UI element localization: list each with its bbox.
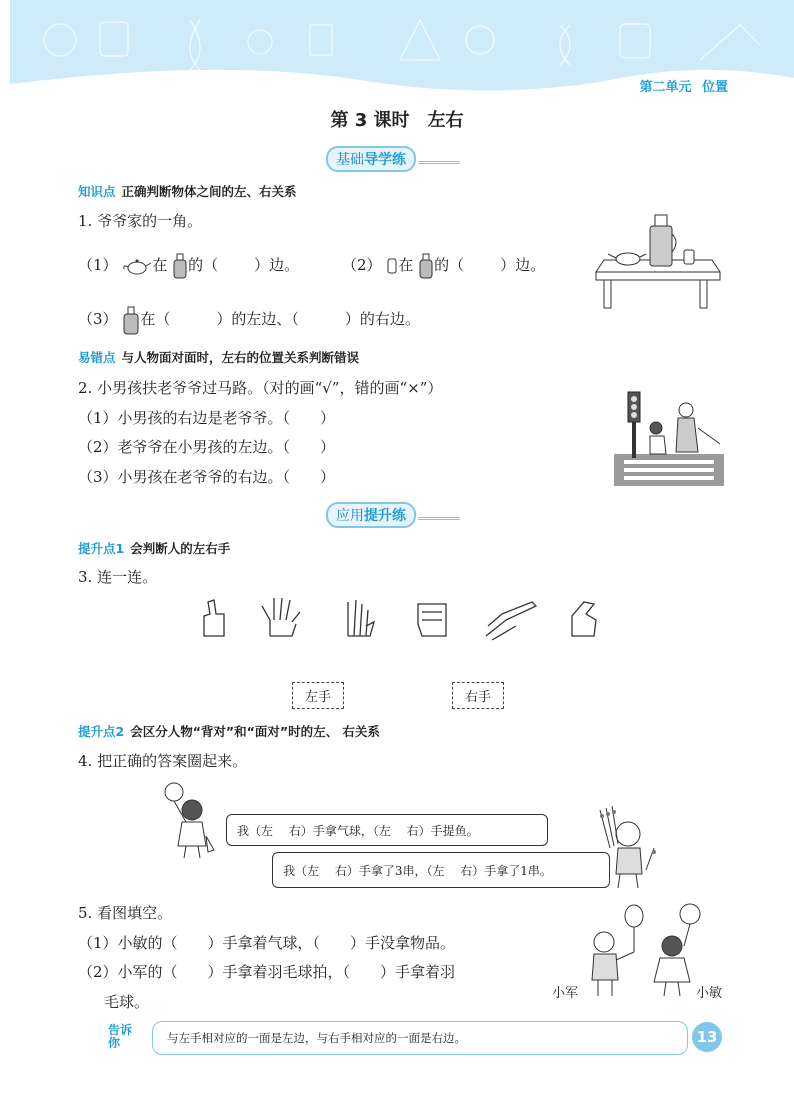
improve-tag-2-text: 会区分人物“背对”和“面对”时的左、 右关系	[130, 724, 380, 739]
table-illustration	[592, 212, 724, 312]
cup-icon	[386, 257, 398, 275]
thermos-icon	[172, 253, 188, 279]
mistake-tag-label: 易错点	[78, 350, 116, 365]
improve-tag-2-label: 提升点2	[78, 724, 125, 739]
section-basic-light: 基础	[336, 152, 364, 168]
girl-name-label: 小敏	[696, 986, 723, 1001]
improve-tag-1-text: 会判断人的左右手	[130, 541, 231, 556]
page-number: 13	[692, 1022, 722, 1052]
q5-stem: 5. 看图填空。	[78, 904, 173, 922]
boy-skewers-illustration	[594, 804, 664, 890]
hands-row	[196, 596, 606, 642]
fist-hand-icon	[418, 604, 446, 636]
tell-char-1: 告	[108, 1023, 121, 1037]
right-hand-box: 右手	[452, 682, 504, 709]
thumbs-up-hand-icon	[204, 600, 224, 636]
thermos-icon	[418, 253, 434, 279]
thermos-icon	[122, 305, 140, 335]
unit-topic: 位置	[701, 80, 728, 95]
unit-number: 第二单元	[639, 80, 692, 95]
improve-tag-1-label: 提升点1	[78, 541, 125, 556]
pinch-hand-icon	[572, 602, 596, 636]
q5-item-3: 毛球。	[104, 993, 150, 1011]
section-apply-light: 应用	[336, 508, 364, 524]
q4-stem: 4. 把正确的答案圈起来。	[78, 752, 248, 770]
q5-item-1: （1）小敏的（ ）手拿着气球，（ ）手没拿物品。	[78, 934, 456, 952]
q5-item-2: （2）小军的（ ）手拿着羽毛球拍，（ ）手拿着羽	[78, 963, 456, 981]
section-basic	[326, 146, 460, 172]
mistake-tag-text: 与人物面对面时，左右的位置关系判断错误	[121, 350, 360, 365]
q3-stem: 3. 连一连。	[78, 568, 158, 586]
section-apply-bold: 提升练	[364, 508, 406, 524]
improve-tag-2	[78, 722, 380, 740]
q1-part3: （3） 在（ ）的左边、（ ）的右边。	[78, 305, 420, 335]
left-hand-box: 左手	[292, 682, 344, 709]
knowledge-tag	[78, 182, 297, 200]
q1-stem: 1. 爷爷家的一角。	[78, 212, 203, 230]
section-apply	[326, 502, 460, 528]
teapot-icon	[122, 257, 152, 275]
crosswalk-illustration	[614, 388, 724, 486]
tell-char-2: 诉	[120, 1023, 133, 1037]
speech-bubble-2: 我（左 右）手拿了3串，（左 右）手拿了1串。	[272, 852, 610, 888]
lesson-title: 第 3 课时 左右	[330, 110, 464, 131]
improve-tag-1	[78, 539, 230, 557]
flat-hand-icon	[348, 600, 374, 636]
tell-char-3: 你	[108, 1036, 121, 1050]
knowledge-tag-text: 正确判断物体之间的左、右关系	[121, 184, 297, 199]
q2-item-1: （1）小男孩的右边是老爷爷。（ ）	[78, 409, 336, 427]
tell-you-badge	[108, 1024, 150, 1066]
q2-item-3: （3）小男孩在老爷爷的右边。（ ）	[78, 468, 336, 486]
mistake-tag	[78, 348, 359, 366]
boy-name-label: 小军	[552, 986, 579, 1001]
open-hand-icon	[262, 598, 300, 636]
section-basic-bold: 导学练	[364, 152, 406, 168]
q2-item-2: （2）老爷爷在小男孩的左边。（ ）	[78, 438, 336, 456]
knowledge-tag-label: 知识点	[78, 184, 116, 199]
unit-label	[639, 76, 728, 95]
pointing-hand-icon	[486, 602, 536, 640]
speech-bubble-1: 我（左 右）手拿气球，（左 右）手提鱼。	[226, 814, 548, 846]
q1-part2: （2） 在 的（ ）边。	[342, 253, 545, 279]
q2-stem: 2. 小男孩扶老爷爷过马路。（对的画“√”，错的画“×”）	[78, 379, 443, 397]
q1-part1: （1） 在 的（ ）边。	[78, 253, 299, 279]
tip-note: 与左手相对应的一面是左边，与右手相对应的一面是右边。	[152, 1021, 688, 1055]
girl-balloon-illustration	[164, 780, 224, 860]
